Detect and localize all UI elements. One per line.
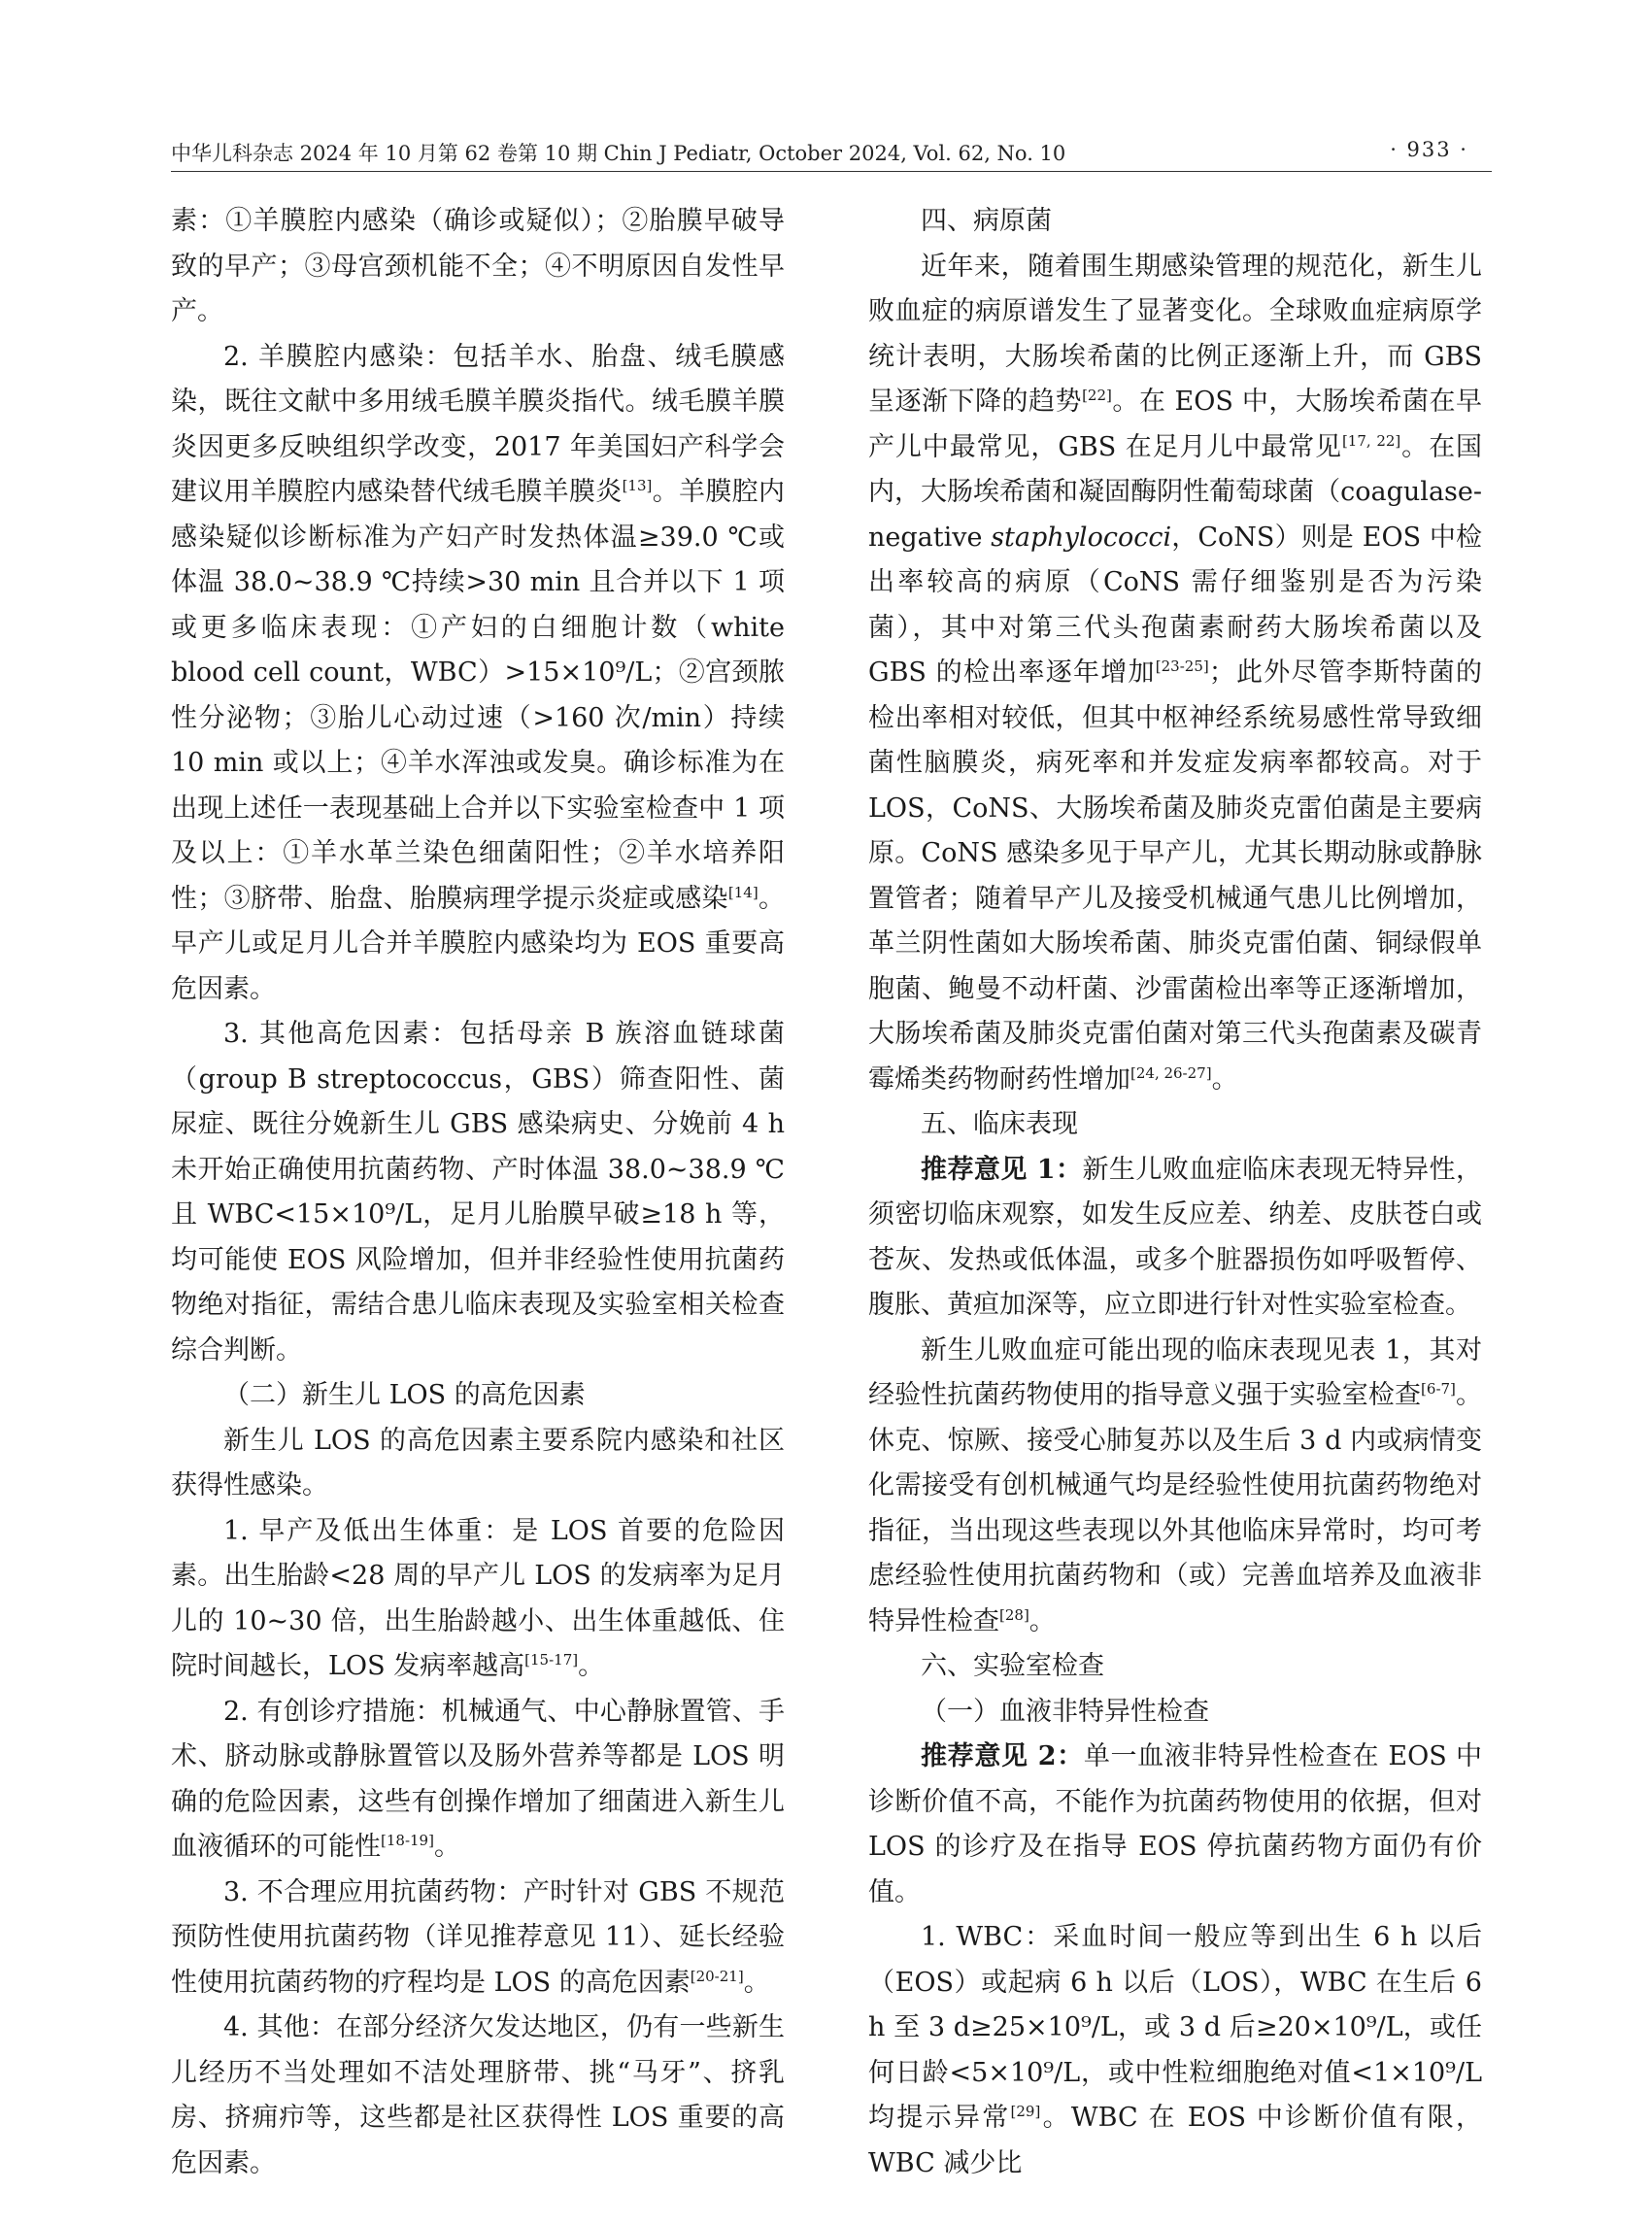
page-number: · 933 · — [1390, 138, 1468, 161]
paragraph: 3. 其他高危因素：包括母亲 B 族溶血链球菌（group B streptococcus，GBS）筛查阳性、菌尿症、既往分娩新生儿 GBS 感染病史、分娩前 4 h 未开始正确使用抗菌药物、产时体温 38.0~38.9 ℃且 WBC<15×10⁹/L，足月儿胎膜早破≥18 h 等，均可能使 EOS 风险增加，但并非经验性使用抗菌药物绝对指征，需结合患儿临床表现及实验室相关检查综合判断。 — [171, 1019, 785, 1365]
left-column — [171, 199, 785, 2186]
subsection-heading: （二）新生儿 LOS 的高危因素 — [223, 1380, 586, 1410]
section-heading: 六、实验室检查 — [921, 1651, 1104, 1681]
paragraph: 素：①羊膜腔内感染（确诊或疑似）；②胎膜早破导致的早产；③母宫颈机能不全；④不明原因自发性早产。 — [171, 206, 785, 326]
recommendation: 推荐意见 2：单一血液非特异性检查在 EOS 中诊断价值不高，不能作为抗菌药物使用的依据，但对 LOS 的诊疗及在指导 EOS 停抗菌药物方面仍有价值。 — [868, 1741, 1482, 1907]
paragraph: 1. WBC：采血时间一般应等到出生 6 h 以后（EOS）或起病 6 h 以后（LOS），WBC 在生后 6 h 至 3 d≥25×10⁹/L，或 3 d 后≥20×10⁹/L，或任何日龄<5×10⁹/L，或中性粒细胞绝对值<1×10⁹/L 均提示异常[29]。WBC 在 EOS 中诊断价值有限，WBC 减少比 — [868, 1922, 1483, 2178]
paragraph: 1. 早产及低出生体重：是 LOS 首要的危险因素。出生胎龄<28 周的早产儿 LOS 的发病率为足月儿的 10~30 倍，出生胎龄越小、出生体重越低、住院时间越长，LOS 发病率越高[15-17]。 — [171, 1515, 785, 1681]
section-heading: 五、临床表现 — [921, 1109, 1078, 1139]
running-header — [171, 132, 1492, 171]
right-column — [868, 199, 1482, 2186]
paragraph: 3. 不合理应用抗菌药物：产时针对 GBS 不规范预防性使用抗菌药物（详见推荐意见 11）、延长经验性使用抗菌药物的疗程均是 LOS 的高危因素[20-21]。 — [171, 1876, 785, 1998]
paragraph: 近年来，随着围生期感染管理的规范化，新生儿败血症的病原谱发生了显著变化。全球败血症病原学统计表明，大肠埃希菌的比例正逐渐上升，而 GBS 呈逐渐下降的趋势[22]。在 EOS 中，大肠埃希菌在早产儿中最常见，GBS 在足月儿中最常见[17, 22]。在国内，大肠埃希菌和凝固酶阴性葡萄球菌（coagulase-negative staphylococci，CoNS）则是 EOS 中检出率较高的病原（CoNS 需仔细鉴别是否为污染菌），其中对第三代头孢菌素耐药大肠埃希菌以及 GBS 的检出率逐年增加[23-25]；此外尽管李斯特菌的检出率相对较低，但其中枢神经系统易感性常导致细菌性脑膜炎，病死率和并发症发病率都较高。对于 LOS，CoNS、大肠埃希菌及肺炎克雷伯菌是主要病原。CoNS 感染多见于早产儿，尤其长期动脉或静脉置管者；随着早产儿及接受机械通气患儿比例增加，革兰阴性菌如大肠埃希菌、肺炎克雷伯菌、铜绿假单胞菌、鲍曼不动杆菌、沙雷菌检出率等正逐渐增加，大肠埃希菌及肺炎克雷伯菌对第三代头孢菌素及碳青霉烯类药物耐药性增加[24, 26-27]。 — [868, 251, 1482, 1095]
header-rule — [171, 171, 1492, 172]
recommendation: 推荐意见 1：新生儿败血症临床表现无特异性，须密切临床观察，如发生反应差、纳差、皮肤苍白或苍灰、发热或低体温，或多个脏器损伤如呼吸暂停、腹胀、黄疸加深等，应立即进行针对性实验室检查。 — [868, 1154, 1483, 1320]
journal-citation: 中华儿科杂志 2024 年 10 月第 62 卷第 10 期 Chin J Pediatr, October 2024, Vol. 62, No. 10 — [171, 142, 1066, 165]
subsection-heading: （一）血液非特异性检查 — [921, 1696, 1209, 1727]
paragraph: 2. 有创诊疗措施：机械通气、中心静脉置管、手术、脐动脉或静脉置管以及肠外营养等都是 LOS 明确的危险因素，这些有创操作增加了细菌进入新生儿血液循环的可能性[18-19]。 — [171, 1696, 785, 1862]
paragraph: 2. 羊膜腔内感染：包括羊水、胎盘、绒毛膜感染，既往文献中多用绒毛膜羊膜炎指代。绒毛膜羊膜炎因更多反映组织学改变，2017 年美国妇产科学会建议用羊膜腔内感染替代绒毛膜羊膜炎[13]。羊膜腔内感染疑似诊断标准为产妇产时发热体温≥39.0 ℃或体温 38.0~38.9 ℃持续>30 min 且合并以下 1 项或更多临床表现：①产妇的白细胞计数（white blood cell count，WBC）>15×10⁹/L；②宫颈脓性分泌物；③胎儿心动过速（>160 次/min）持续 10 min 或以上；④羊水浑浊或发臭。确诊标准为在出现上述任一表现基础上合并以下实验室检查中 1 项及以上：①羊水革兰染色细菌阳性；②羊水培养阳性；③脐带、胎盘、胎膜病理学提示炎症或感染[14]。早产儿或足月儿合并羊膜腔内感染均为 EOS 重要高危因素。 — [171, 341, 786, 1004]
paragraph: 4. 其他：在部分经济欠发达地区，仍有一些新生儿经历不当处理如不洁处理脐带、挑“马牙”、挤乳房、挤痈疖等，这些都是社区获得性 LOS 重要的高危因素。 — [171, 2012, 785, 2178]
paragraph: 新生儿败血症可能出现的临床表现见表 1，其对经验性抗菌药物使用的指导意义强于实验室检查[6-7]。休克、惊厥、接受心肺复苏以及生后 3 d 内或病情变化需接受有创机械通气均是经验性使用抗菌药物绝对指征，当出现这些表现以外其他临床异常时，均可考虑经验性使用抗菌药物和（或）完善血培养及血液非特异性检查[28]。 — [868, 1334, 1483, 1636]
paragraph: 新生儿 LOS 的高危因素主要系院内感染和社区获得性感染。 — [171, 1425, 785, 1500]
section-heading: 四、病原菌 — [921, 206, 1052, 236]
